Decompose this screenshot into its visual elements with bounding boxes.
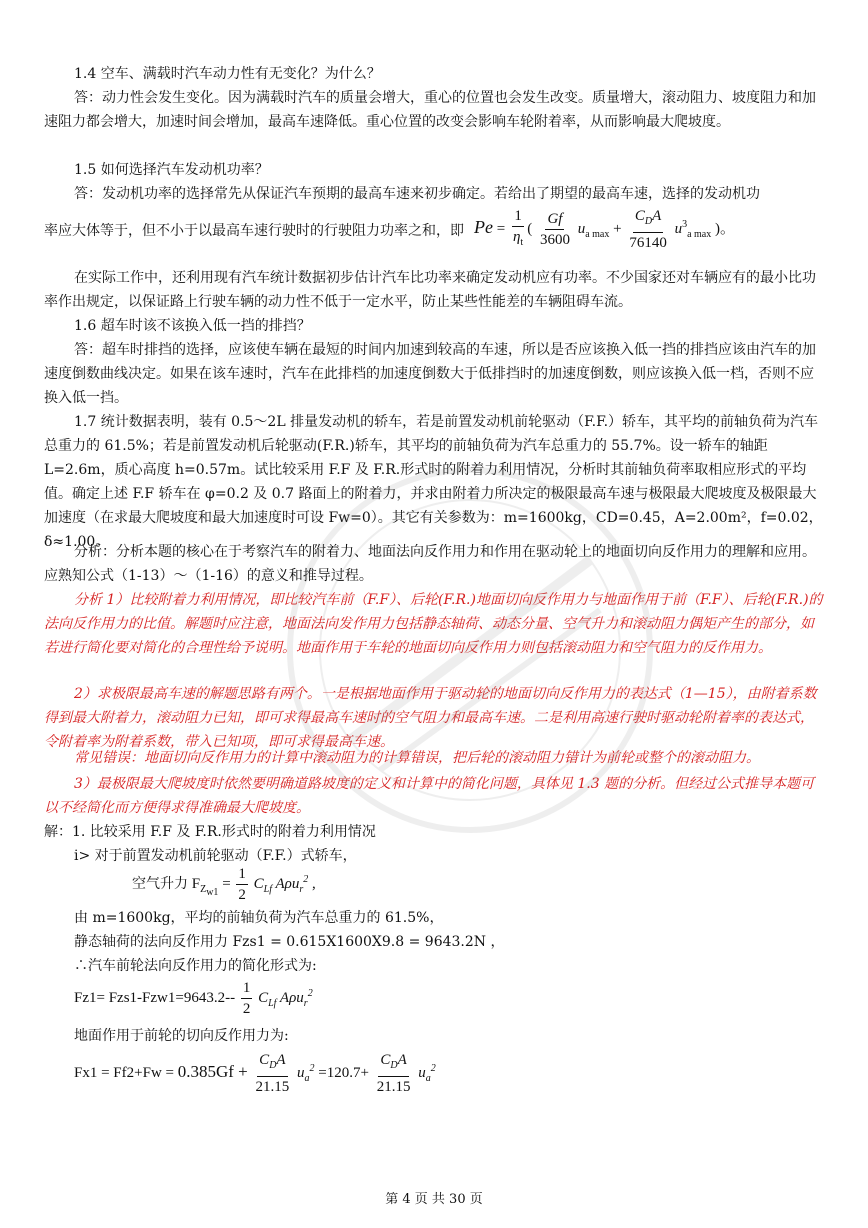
analysis-intro: 分析：分析本题的核心在于考察汽车的附着力、地面法向反作用力和作用在驱动轮上的地面切向反作用力的理解和应用。应熟知公式（1-13）～（1-16）的意义和推导过程。 — [44, 544, 816, 584]
analysis-red-4: 3）最极限最大爬坡度时依然要明确道路坡度的定义和计算中的简化问题，具体见 1.3 题的分析。但经过公式推导本题可以不经简化而方便得求得准确最大爬坡度。 — [44, 776, 815, 816]
q16-answer: 答：超车时排挡的选择，应该使车辆在最短的时间内加速到较高的车速，所以是否应该换入低一挡的排挡应该由汽车的加速度倒数曲线决定。如果在该车速时，汽车在此排档的加速度倒数大于低排挡时的加速度倒数，则应该换入低一档，否则不应换入低一挡。 — [44, 342, 816, 406]
solution-tangent: 地面作用于前轮的切向反作用力为: — [74, 1028, 289, 1044]
q15-answer-a: 答：发动机功率的选择常先从保证汽车预期的最高车速来初步确定。若给出了期望的最高车速，选择的发动机功 — [74, 186, 760, 202]
fz1-formula: Fz1= Fzs1-Fzw1=9643.2-- $\frac{1}{2}$ $C_{Lf}$ Aρu$_r^2$ — [74, 980, 313, 1017]
solution-case-i: i> 对于前置发动机前轮驱动（F.F.）式轿车， — [74, 848, 357, 864]
page-footer: 第 4 页 共 30 页 — [385, 1192, 483, 1207]
q14-answer: 答：动力性会发生变化。因为满载时汽车的质量会增大，重心的位置也会发生改变。质量增大，滚动阻力、坡度阻力和加速阻力都会增大，加速时间会增加，最高车速降低。重心位置的改变会影响车轮附着率，从而影响最大爬坡度。 — [44, 90, 816, 130]
q14-title: 1.4 空车、满载时汽车动力性有无变化？为什么？ — [74, 66, 381, 82]
solution-title: 解：1. 比较采用 F.F 及 F.R.形式时的附着力利用情况 — [44, 824, 376, 840]
lift-formula: 空气升力 $F_{Z_{w1}}$ = $\frac{1}{2}$ $C_{Lf}$ Aρu$_r^2$ , — [132, 866, 316, 903]
q16-title: 1.6 超车时该不该换入低一挡的排挡？ — [74, 318, 311, 334]
fx1-formula: Fx1 = Ff2+Fw = 0.385Gf + $\frac{C_DA}{21.15}$ $u_a^2 =120.7+$ $\frac{C_DA}{21.15}$ $u_a^2$ — [74, 1052, 436, 1095]
solution-mass: 由 m=1600kg，平均的前轴负荷为汽车总重力的 61.5%， — [74, 910, 444, 926]
analysis-red-1: 分析 1）比较附着力利用情况，即比较汽车前（F.F）、后轮(F.R.)地面切向反作用力与地面作用于前（F.F）、后轮(F.R.)的法向反作用力的比值。解题时应注意，地面法向发作用力包括静态轴荷、动态分量、空气升力和滚动阻力偶矩产生的部分，如若进行简化要对简化的合理性给予说明。地面作用于车轮的地面切向反作用力则包括滚动阻力和空气阻力的反作用力。 — [44, 592, 823, 656]
q17-text: 1.7 统计数据表明，装有 0.5～2L 排量发动机的轿车，若是前置发动机前轮驱动（F.F.）轿车，其平均的前轴负荷为汽车总重力的 61.5%；若是前置发动机后轮驱动(F.R.)轿车，其平均的前轴负荷为汽车总重力的 55.7%。设一轿车的轴距 L=2.6m，质心高度 h=0.57m。试比较采用 F.F 及 F.R.形式时的附着力利用情况，分析时其前轴负荷率取相应形式的平均值。确定上述 F.F 轿车在 φ=0.2 及 0.7 路面上的附着力，并求由附着力所决定的极限最高车速与极限最大爬坡度及极限最大加速度（在求最大爬坡度和最大加速度时可设 Fw=0）。其它有关参数为：m=1600kg，CD=0.45，A=2.00m²，f=0.02，δ≈1.00。 — [44, 414, 823, 550]
q15-answer-b: 率应大体等于，但不小于以最高车速行驶时的行驶阻力功率之和，即 — [44, 223, 464, 239]
analysis-red-3: 常见错误：地面切向反作用力的计算中滚动阻力的计算错误，把后轮的滚动阻力错计为前轮或整个的滚动阻力。 — [74, 750, 760, 766]
solution-simplified: ∴汽车前轮法向反作用力的简化形式为: — [74, 958, 317, 974]
pe-formula-line — [44, 206, 826, 250]
solution-static-load: 静态轴荷的法向反作用力 Fzs1 = 0.615X1600X9.8 = 9643.2N ， — [74, 934, 505, 950]
analysis-red-2: 2）求极限最高车速的解题思路有两个。一是根据地面作用于驱动轮的地面切向反作用力的表达式（1—15），由附着系数得到最大附着力，滚动阻力已知，即可求得最高车速时的空气阻力和最高车速。二是利用高速行驶时驱动轮附着率的表达式，令附着率为附着系数，带入已知项，即可求得最高车速。 — [44, 686, 817, 750]
q15-title: 1.5 如何选择汽车发动机功率？ — [74, 162, 269, 178]
q15-answer-c: 在实际工作中，还利用现有汽车统计数据初步估计汽车比功率来确定发动机应有功率。不少国家还对车辆应有的最小比功率作出规定，以保证路上行驶车辆的动力性不低于一定水平，防止某些性能差的车辆阻碍车流。 — [44, 270, 816, 310]
pe-formula: Pe = $\frac{1}{\eta_t}$ ( $\frac{Gf}{3600}$ $u_{a max}$ + $\frac{C_DA}{76140}$ $u^3_{a max}$ )。 — [474, 208, 735, 251]
